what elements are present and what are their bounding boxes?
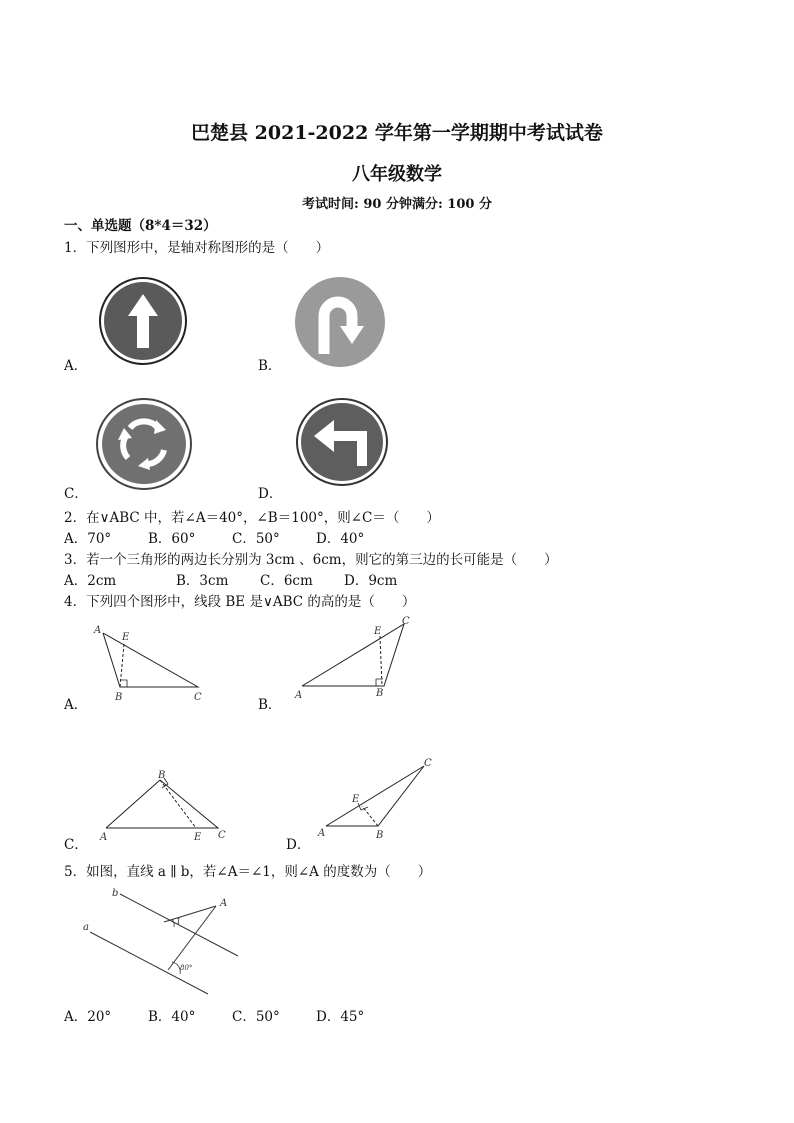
q5-label-angle-80: 80° xyxy=(180,964,193,972)
exam-title: 巴楚县 2021-2022 学年第一学期期中考试试卷 xyxy=(191,122,603,144)
question-5-stem: 5．如图，直线 a ∥ b，若∠A＝∠1，则∠A 的度数为（ ） xyxy=(64,864,432,880)
q4c-label-c: C xyxy=(218,830,226,841)
q4b-label-b: B xyxy=(376,688,384,699)
question-1-stem: 1．下列图形中，是轴对称图形的是（ ） xyxy=(64,240,330,256)
q1-option-d[interactable]: D． xyxy=(258,486,283,502)
q3-option-b[interactable]: B．3cm xyxy=(176,573,229,589)
exam-info: 考试时间: 90 分钟满分: 100 分 xyxy=(302,197,492,212)
q4-figure-d xyxy=(314,756,444,842)
question-3-stem: 3．若一个三角形的两边长分别为 3cm 、6cm，则它的第三边的长可能是（ ） xyxy=(64,552,558,568)
q4-option-b[interactable]: B． xyxy=(258,697,282,713)
q4-figure-a xyxy=(90,624,210,704)
q4b-label-e: E xyxy=(374,626,382,637)
q4c-label-a: A xyxy=(100,832,108,843)
q2-option-a[interactable]: A．70° xyxy=(64,531,112,547)
question-2-stem: 2．在∨ABC 中，若∠A＝40°，∠B＝100°，则∠C＝（ ） xyxy=(64,510,440,526)
q4b-label-a: A xyxy=(295,690,303,701)
q4-option-d[interactable]: D． xyxy=(286,837,311,853)
q4a-label-c: C xyxy=(194,692,202,703)
q4-figure-c xyxy=(96,768,236,844)
q5-label-line-b: b xyxy=(112,888,119,899)
q5-label-point-a: A xyxy=(220,898,228,909)
q4-option-a[interactable]: A． xyxy=(64,697,88,713)
question-4-stem: 4．下列四个图形中，线段 BE 是∨ABC 的高的是（ ） xyxy=(64,594,416,610)
sign-u-turn-icon xyxy=(294,276,386,368)
q4-figure-b xyxy=(292,614,422,704)
q4a-label-e: E xyxy=(122,632,130,643)
q3-option-d[interactable]: D．9cm xyxy=(344,573,398,589)
q4d-label-b: B xyxy=(376,830,384,841)
q2-option-c[interactable]: C．50° xyxy=(232,531,280,547)
q4b-label-c: C xyxy=(402,616,410,627)
q4a-label-a: A xyxy=(94,625,102,636)
q4d-label-a: A xyxy=(318,828,326,839)
q1-option-a[interactable]: A． xyxy=(64,358,88,374)
q3-option-a[interactable]: A．2cm xyxy=(64,573,117,589)
q4d-label-e: E xyxy=(352,794,360,805)
q4c-label-e: E xyxy=(194,832,202,843)
q5-figure xyxy=(80,884,250,1002)
q2-option-b[interactable]: B．60° xyxy=(148,531,196,547)
q5-label-line-a: a xyxy=(83,922,89,933)
sign-straight-arrow-icon xyxy=(98,276,188,366)
q5-option-c[interactable]: C．50° xyxy=(232,1009,280,1025)
q1-option-b[interactable]: B． xyxy=(258,358,282,374)
section-heading: 一、单选题（8*4＝32） xyxy=(64,218,217,234)
q2-option-d[interactable]: D．40° xyxy=(316,531,365,547)
sign-turn-left-icon xyxy=(296,398,388,486)
q4d-label-c: C xyxy=(424,758,432,769)
q5-option-d[interactable]: D．45° xyxy=(316,1009,365,1025)
q5-option-a[interactable]: A．20° xyxy=(64,1009,112,1025)
q4-option-c[interactable]: C． xyxy=(64,837,88,853)
q5-label-angle-1: 1 xyxy=(176,917,182,926)
q1-option-c[interactable]: C． xyxy=(64,486,88,502)
sign-roundabout-icon xyxy=(96,398,192,490)
exam-subtitle: 八年级数学 xyxy=(352,164,442,185)
q5-option-b[interactable]: B．40° xyxy=(148,1009,196,1025)
q4c-label-b: B xyxy=(158,770,166,781)
q4a-label-b: B xyxy=(115,692,123,703)
q3-option-c[interactable]: C．6cm xyxy=(260,573,313,589)
